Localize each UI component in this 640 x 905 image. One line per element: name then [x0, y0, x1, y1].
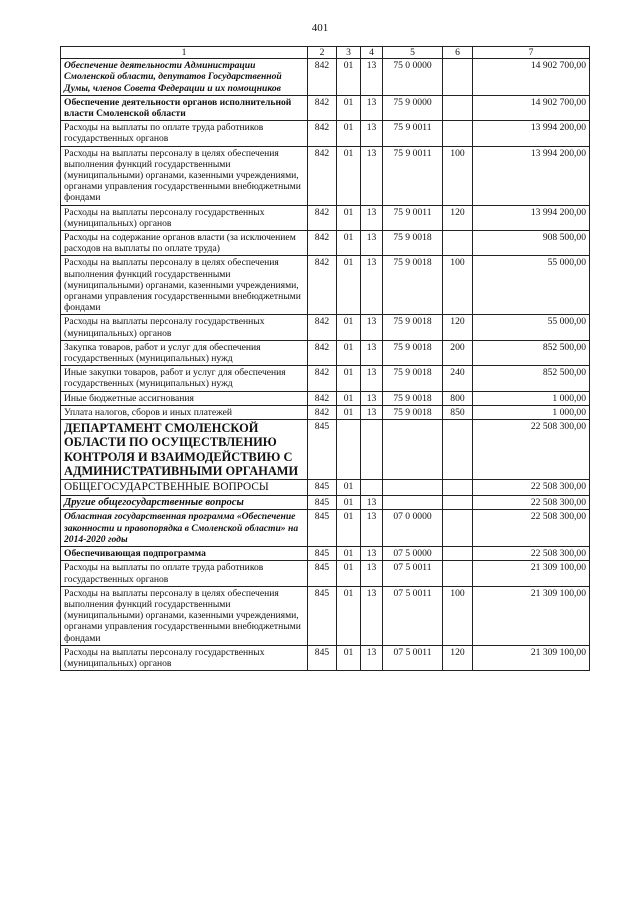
row-name-cell: Расходы на выплаты по оплате труда работников государственных органов	[61, 121, 308, 146]
column-header: 2	[308, 47, 337, 59]
row-c4-cell: 13	[361, 231, 383, 256]
row-c6-cell	[443, 59, 473, 96]
row-c7-cell: 22 508 300,00	[473, 547, 590, 561]
row-c2-cell: 845	[308, 420, 337, 480]
row-name-cell: Иные закупки товаров, работ и услуг для обеспечения государственных (муниципальных) нужд	[61, 366, 308, 391]
row-name-cell: Уплата налогов, сборов и иных платежей	[61, 405, 308, 419]
row-c3-cell: 01	[337, 510, 361, 547]
row-c5-cell: 07 5 0000	[383, 547, 443, 561]
row-c5-cell: 75 9 0000	[383, 95, 443, 120]
row-c5-cell: 75 0 0000	[383, 59, 443, 96]
row-c2-cell: 842	[308, 231, 337, 256]
row-c3-cell: 01	[337, 256, 361, 315]
row-c4-cell: 13	[361, 510, 383, 547]
row-c6-cell	[443, 496, 473, 510]
row-name-cell: Расходы на выплаты персоналу в целях обеспечения выполнения функций государственными (муниципальными) органами, казенными учреждениями, органами управления государственными внебюджетными фондами	[61, 146, 308, 205]
table-row	[61, 366, 590, 391]
row-c6-cell	[443, 420, 473, 480]
table-header-row	[61, 47, 590, 59]
row-c2-cell: 845	[308, 510, 337, 547]
column-header: 7	[473, 47, 590, 59]
row-c2-cell: 845	[308, 496, 337, 510]
row-c4-cell: 13	[361, 547, 383, 561]
row-c5-cell: 07 0 0000	[383, 510, 443, 547]
table-row	[61, 547, 590, 561]
row-c7-cell: 22 508 300,00	[473, 480, 590, 496]
row-c6-cell: 120	[443, 315, 473, 340]
row-c7-cell: 22 508 300,00	[473, 510, 590, 547]
row-c6-cell: 200	[443, 340, 473, 365]
row-c6-cell: 120	[443, 645, 473, 670]
row-c6-cell: 100	[443, 256, 473, 315]
row-c6-cell: 100	[443, 146, 473, 205]
row-c4-cell: 13	[361, 205, 383, 230]
row-c6-cell: 800	[443, 391, 473, 405]
row-c5-cell: 07 5 0011	[383, 645, 443, 670]
row-c5-cell: 75 9 0018	[383, 315, 443, 340]
row-c7-cell: 22 508 300,00	[473, 496, 590, 510]
row-c3-cell: 01	[337, 121, 361, 146]
table-row	[61, 231, 590, 256]
row-c7-cell: 1 000,00	[473, 391, 590, 405]
row-c7-cell: 21 309 100,00	[473, 586, 590, 645]
row-c4-cell: 13	[361, 645, 383, 670]
row-c3-cell: 01	[337, 146, 361, 205]
row-c5-cell: 75 9 0011	[383, 121, 443, 146]
row-name-cell: Расходы на выплаты персоналу в целях обеспечения выполнения функций государственными (муниципальными) органами, казенными учреждениями, органами управления государственными внебюджетными фондами	[61, 586, 308, 645]
table-row	[61, 315, 590, 340]
row-c4-cell: 13	[361, 256, 383, 315]
row-c2-cell: 845	[308, 480, 337, 496]
row-c4-cell	[361, 480, 383, 496]
table-row	[61, 391, 590, 405]
row-c5-cell: 07 5 0011	[383, 586, 443, 645]
row-c5-cell: 75 9 0018	[383, 366, 443, 391]
row-c5-cell	[383, 480, 443, 496]
column-header: 1	[61, 47, 308, 59]
row-c4-cell: 13	[361, 391, 383, 405]
row-c4-cell: 13	[361, 496, 383, 510]
row-c3-cell: 01	[337, 645, 361, 670]
table-row	[61, 645, 590, 670]
row-c3-cell: 01	[337, 405, 361, 419]
row-c2-cell: 842	[308, 391, 337, 405]
row-c3-cell: 01	[337, 480, 361, 496]
row-c4-cell: 13	[361, 561, 383, 586]
row-name-cell: ДЕПАРТАМЕНТ СМОЛЕНСКОЙ ОБЛАСТИ ПО ОСУЩЕСТВЛЕНИЮ КОНТРОЛЯ И ВЗАИМОДЕЙСТВИЮ С АДМИНИСТРАТИВНЫМИ ОРГАНАМИ	[61, 420, 308, 480]
row-c4-cell: 13	[361, 95, 383, 120]
table-row	[61, 256, 590, 315]
row-c7-cell: 14 902 700,00	[473, 59, 590, 96]
row-c6-cell	[443, 480, 473, 496]
row-name-cell: Расходы на выплаты персоналу в целях обеспечения выполнения функций государственными (муниципальными) органами, казенными учреждениями, органами управления государственными внебюджетными фондами	[61, 256, 308, 315]
row-c4-cell: 13	[361, 146, 383, 205]
row-c2-cell: 842	[308, 59, 337, 96]
column-header: 6	[443, 47, 473, 59]
row-c3-cell: 01	[337, 391, 361, 405]
row-c7-cell: 852 500,00	[473, 340, 590, 365]
row-name-cell: Иные бюджетные ассигнования	[61, 391, 308, 405]
row-c3-cell: 01	[337, 496, 361, 510]
row-name-cell: Расходы на выплаты персоналу государственных (муниципальных) органов	[61, 315, 308, 340]
row-c4-cell: 13	[361, 366, 383, 391]
row-c6-cell	[443, 547, 473, 561]
row-c4-cell: 13	[361, 340, 383, 365]
column-header: 4	[361, 47, 383, 59]
row-c3-cell: 01	[337, 95, 361, 120]
table-row	[61, 561, 590, 586]
row-c2-cell: 842	[308, 121, 337, 146]
table-row	[61, 95, 590, 120]
row-c5-cell: 75 9 0018	[383, 405, 443, 419]
row-c6-cell	[443, 121, 473, 146]
row-c6-cell	[443, 231, 473, 256]
row-c3-cell	[337, 420, 361, 480]
row-c2-cell: 842	[308, 340, 337, 365]
row-c7-cell: 22 508 300,00	[473, 420, 590, 480]
row-name-cell: Закупка товаров, работ и услуг для обеспечения государственных (муниципальных) нужд	[61, 340, 308, 365]
row-c5-cell: 75 9 0011	[383, 146, 443, 205]
row-name-cell: Обеспечение деятельности Администрации Смоленской области, депутатов Государственной Думы, членов Совета Федерации и их помощников	[61, 59, 308, 96]
page-number: 401	[311, 22, 329, 34]
table-row	[61, 146, 590, 205]
row-c3-cell: 01	[337, 231, 361, 256]
row-c5-cell: 07 5 0011	[383, 561, 443, 586]
row-c6-cell	[443, 95, 473, 120]
row-c3-cell: 01	[337, 586, 361, 645]
row-c4-cell: 13	[361, 405, 383, 419]
row-c4-cell	[361, 420, 383, 480]
row-c3-cell: 01	[337, 315, 361, 340]
row-c3-cell: 01	[337, 205, 361, 230]
row-c2-cell: 842	[308, 315, 337, 340]
row-name-cell: Расходы на выплаты персоналу государственных (муниципальных) органов	[61, 205, 308, 230]
row-name-cell: Расходы на выплаты по оплате труда работников государственных органов	[61, 561, 308, 586]
column-header: 3	[337, 47, 361, 59]
row-c2-cell: 842	[308, 146, 337, 205]
row-name-cell: Другие общегосударственные вопросы	[61, 496, 308, 510]
row-c5-cell: 75 9 0018	[383, 231, 443, 256]
row-name-cell: Областная государственная программа «Обеспечение законности и правопорядка в Смоленской области» на 2014-2020 годы	[61, 510, 308, 547]
row-c3-cell: 01	[337, 547, 361, 561]
row-c7-cell: 14 902 700,00	[473, 95, 590, 120]
row-c6-cell	[443, 510, 473, 547]
table-row	[61, 340, 590, 365]
table-row	[61, 121, 590, 146]
row-c7-cell: 55 000,00	[473, 256, 590, 315]
row-c7-cell: 13 994 200,00	[473, 205, 590, 230]
row-c2-cell: 845	[308, 586, 337, 645]
row-c7-cell: 908 500,00	[473, 231, 590, 256]
row-c4-cell: 13	[361, 315, 383, 340]
row-c3-cell: 01	[337, 366, 361, 391]
row-c4-cell: 13	[361, 586, 383, 645]
row-c5-cell	[383, 420, 443, 480]
table-row	[61, 480, 590, 496]
row-c7-cell: 852 500,00	[473, 366, 590, 391]
row-c3-cell: 01	[337, 561, 361, 586]
row-c2-cell: 845	[308, 645, 337, 670]
row-c2-cell: 842	[308, 205, 337, 230]
row-c7-cell: 21 309 100,00	[473, 645, 590, 670]
table-row	[61, 205, 590, 230]
row-c6-cell: 240	[443, 366, 473, 391]
row-c3-cell: 01	[337, 340, 361, 365]
row-c5-cell: 75 9 0011	[383, 205, 443, 230]
row-c6-cell: 850	[443, 405, 473, 419]
row-c7-cell: 55 000,00	[473, 315, 590, 340]
row-c7-cell: 13 994 200,00	[473, 146, 590, 205]
row-c6-cell	[443, 561, 473, 586]
row-c2-cell: 842	[308, 256, 337, 315]
row-name-cell: ОБЩЕГОСУДАРСТВЕННЫЕ ВОПРОСЫ	[61, 480, 308, 496]
column-header: 5	[383, 47, 443, 59]
row-name-cell: Расходы на содержание органов власти (за исключением расходов на выплаты по оплате труда)	[61, 231, 308, 256]
row-c7-cell: 1 000,00	[473, 405, 590, 419]
row-c2-cell: 845	[308, 547, 337, 561]
row-c2-cell: 842	[308, 95, 337, 120]
row-c6-cell: 100	[443, 586, 473, 645]
table-row	[61, 510, 590, 547]
table-row	[61, 420, 590, 480]
row-c6-cell: 120	[443, 205, 473, 230]
row-c2-cell: 845	[308, 561, 337, 586]
row-c5-cell	[383, 496, 443, 510]
row-c5-cell: 75 9 0018	[383, 391, 443, 405]
row-c7-cell: 13 994 200,00	[473, 121, 590, 146]
table-row	[61, 496, 590, 510]
table-row	[61, 586, 590, 645]
row-name-cell: Обеспечение деятельности органов исполнительной власти Смоленской области	[61, 95, 308, 120]
table-row	[61, 59, 590, 96]
row-c5-cell: 75 9 0018	[383, 256, 443, 315]
row-c2-cell: 842	[308, 366, 337, 391]
row-name-cell: Обеспечивающая подпрограмма	[61, 547, 308, 561]
row-name-cell: Расходы на выплаты персоналу государственных (муниципальных) органов	[61, 645, 308, 670]
table-row	[61, 405, 590, 419]
row-c7-cell: 21 309 100,00	[473, 561, 590, 586]
row-c3-cell: 01	[337, 59, 361, 96]
row-c4-cell: 13	[361, 59, 383, 96]
row-c4-cell: 13	[361, 121, 383, 146]
row-c2-cell: 842	[308, 405, 337, 419]
budget-table	[60, 46, 590, 671]
row-c5-cell: 75 9 0018	[383, 340, 443, 365]
